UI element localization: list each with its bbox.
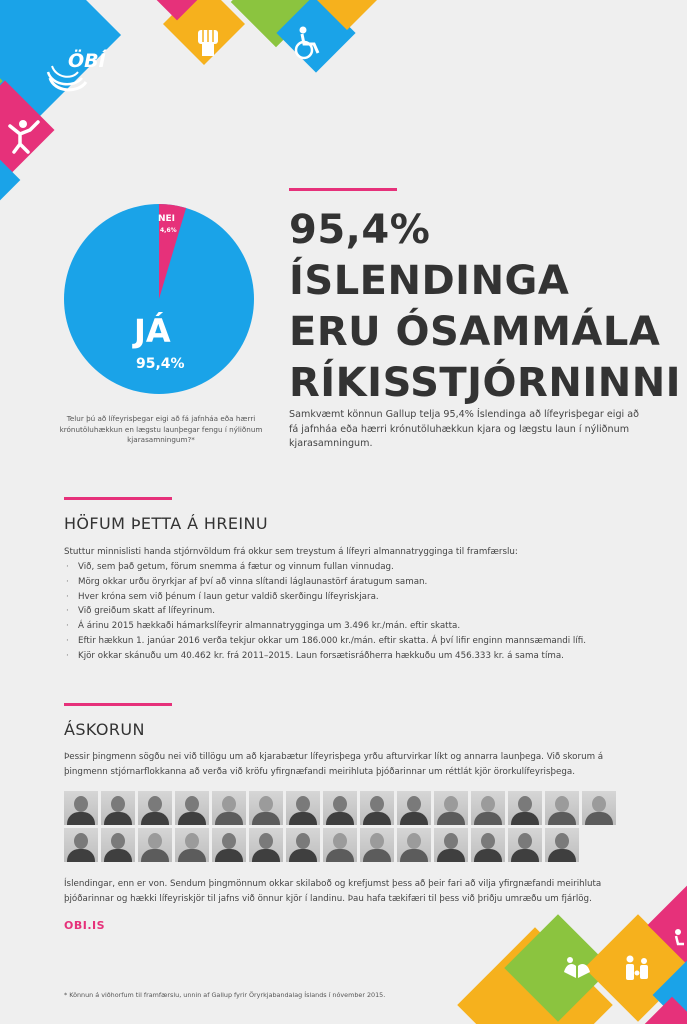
footnote: * Könnun á viðhorfum til framfærslu, unnin af Gallup fyrir Öryrkjabandalag Íslands í nóvember 2015. bbox=[64, 991, 386, 999]
mp-photo bbox=[212, 828, 246, 862]
mp-photo bbox=[397, 828, 431, 862]
mp-photo bbox=[471, 828, 505, 862]
mp-photo bbox=[249, 791, 283, 825]
bullet-item: · Við greiðum skatt af lífeyrinum. bbox=[64, 604, 624, 619]
mp-photo bbox=[323, 791, 357, 825]
person-raising-arms-icon bbox=[6, 118, 42, 158]
mp-photo bbox=[64, 828, 98, 862]
headline-rule bbox=[289, 188, 397, 191]
logo-text: ÖBÍ bbox=[68, 50, 106, 72]
section1-bullet-list bbox=[64, 560, 624, 664]
mp-photo bbox=[545, 791, 579, 825]
mp-photo bbox=[175, 828, 209, 862]
section1-rule bbox=[64, 497, 172, 500]
mp-photo bbox=[397, 791, 431, 825]
mp-photo bbox=[286, 791, 320, 825]
intro-paragraph: Samkvæmt könnun Gallup telja 95,4% Íslendinga að lífeyrisþegar eigi að fá jafnháa eða hærri krónutöluhækkun kjara og lægstu laun í nýliðnum kjarasamningum. bbox=[289, 409, 639, 449]
headline-line-1: 95,4% bbox=[289, 207, 431, 253]
pie-yes-label: JÁ bbox=[134, 312, 171, 350]
bullet-item: · Við, sem það getum, förum snemma á fætur og vinnum fullan vinnudag. bbox=[64, 560, 624, 575]
bullet-item: · Kjör okkar skánuðu um 40.462 kr. frá 2011–2015. Laun forsætisráðherra hækkuðu um 456.333 kr. á sama tíma. bbox=[64, 649, 624, 664]
wheelchair-partial-icon bbox=[670, 928, 686, 954]
bullet-item: · Á árinu 2015 hækkaði hámarkslífeyrir almannatrygginga um 3.496 kr./mán. eftir skatta. bbox=[64, 619, 624, 634]
mp-photo bbox=[101, 791, 135, 825]
mp-photo bbox=[64, 791, 98, 825]
section2-lead: Þessir þingmenn sögðu nei við tillögu um að kjarabætur lífeyrisþega yrðu afturvirkar líkt og annarra launþega. Við skorum á þingmenn stjórnarflokkanna að verða við kröfu yfirgnæfandi meirihluta þjóðarinnar um réttlát kjör örorkulífeyrisþega. bbox=[64, 752, 604, 777]
mp-photo bbox=[138, 791, 172, 825]
mp-photo bbox=[508, 791, 542, 825]
sign-language-hands-icon bbox=[560, 952, 594, 990]
wheelchair-icon bbox=[290, 25, 326, 65]
mp-photo bbox=[212, 791, 246, 825]
section2-closing: Íslendingar, enn er von. Sendum þingmönnum okkar skilaboð og krefjumst þess að þeir fari að vilja yfirgnæfandi meirihluta þjóðarinnar og hækki lífeyriskjör til jafns við önnur kjör í landinu. Þau hafa tækifæri til þess við þriðju umræðu um fjárlög. bbox=[64, 879, 602, 904]
pie-yes-value: 95,4% bbox=[136, 356, 185, 372]
obi-logo bbox=[44, 48, 112, 96]
mp-photo bbox=[582, 791, 616, 825]
mp-photo bbox=[545, 828, 579, 862]
section2-rule bbox=[64, 703, 172, 706]
mp-photo bbox=[508, 828, 542, 862]
mp-photo-row-2 bbox=[64, 828, 579, 862]
pie-caption: Telur þú að lífeyrisþegar eigi að fá jafnháa eða hærri krónutöluhækkun en lægstu launþegar fengu í nýliðnum kjarasamningum?* bbox=[59, 414, 263, 444]
mp-photo bbox=[286, 828, 320, 862]
bullet-item: · Eftir hækkun 1. janúar 2016 verða tekjur okkar um 186.000 kr./mán. eftir skatta. Á því lifir enginn mannsæmandi lífi. bbox=[64, 634, 624, 649]
mp-photo bbox=[434, 828, 468, 862]
section2-title: ÁSKORUN bbox=[64, 720, 145, 739]
bullet-item: · Mörg okkar urðu öryrkjar af því að vinna slítandi láglaunastörf áratugum saman. bbox=[64, 575, 624, 590]
mp-photo bbox=[360, 791, 394, 825]
family-icon bbox=[620, 953, 656, 993]
mp-photo bbox=[101, 828, 135, 862]
mp-photo bbox=[434, 791, 468, 825]
pie-no-value: 4,6% bbox=[160, 227, 177, 234]
headline-line-2: ÍSLENDINGA bbox=[289, 258, 570, 304]
section1-title: HÖFUM ÞETTA Á HREINU bbox=[64, 514, 268, 533]
obi-website-link[interactable]: OBI.IS bbox=[64, 919, 106, 932]
mp-photo bbox=[360, 828, 394, 862]
mp-photo bbox=[175, 791, 209, 825]
bullet-item: · Hver króna sem við þénum í laun getur valdið skerðingu lífeyriskjara. bbox=[64, 590, 624, 605]
headline-line-3: ERU ÓSAMMÁLA bbox=[289, 309, 661, 355]
mp-photo bbox=[323, 828, 357, 862]
mp-photo bbox=[471, 791, 505, 825]
mp-photo bbox=[138, 828, 172, 862]
fist-icon bbox=[192, 24, 226, 62]
mp-photo-row-1 bbox=[64, 791, 616, 825]
headline-line-4: RÍKISSTJÓRNINNI bbox=[289, 360, 682, 406]
section1-lead: Stuttur minnislisti handa stjórnvöldum frá okkur sem treystum á lífeyri almannatrygginga til framfærslu: bbox=[64, 547, 518, 557]
headline bbox=[289, 205, 682, 409]
pie-no-label: NEI bbox=[158, 214, 176, 224]
mp-photo bbox=[249, 828, 283, 862]
